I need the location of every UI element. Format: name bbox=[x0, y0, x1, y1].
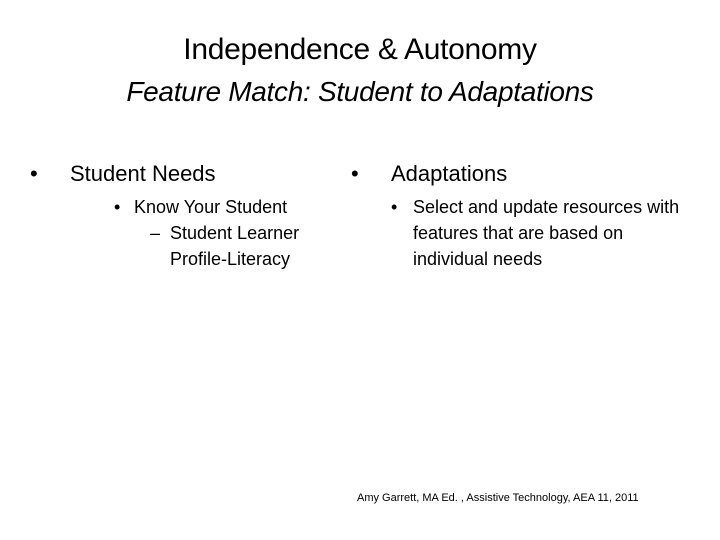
footer-credit: Amy Garrett, MA Ed. , Assistive Technology, AEA 11, 2011 bbox=[357, 492, 639, 504]
student-needs-bullet bbox=[30, 158, 330, 190]
select-resources-text: Select and update resources with features that are based on individual needs bbox=[413, 197, 680, 269]
bullet-marker: • bbox=[391, 197, 398, 217]
slide-title: Independence & Autonomy bbox=[183, 33, 537, 66]
adaptations-bullet bbox=[351, 158, 691, 190]
select-resources-bullet bbox=[351, 194, 691, 272]
know-your-student-bullet bbox=[30, 194, 330, 220]
learner-profile-item bbox=[30, 220, 330, 272]
adaptations-heading: Adaptations bbox=[391, 161, 508, 186]
slide-subtitle: Feature Match: Student to Adaptations bbox=[126, 76, 594, 107]
dash-marker: – bbox=[150, 223, 161, 243]
student-needs-heading: Student Needs bbox=[70, 161, 216, 186]
bullet-marker: • bbox=[351, 161, 359, 186]
bullet-marker: • bbox=[114, 197, 121, 217]
learner-profile-text: Student Learner Profile-Literacy bbox=[170, 223, 300, 269]
know-your-student-text: Know Your Student bbox=[134, 197, 288, 217]
bullet-marker: • bbox=[30, 161, 38, 186]
student-needs-column bbox=[30, 158, 330, 272]
adaptations-column bbox=[351, 158, 691, 272]
